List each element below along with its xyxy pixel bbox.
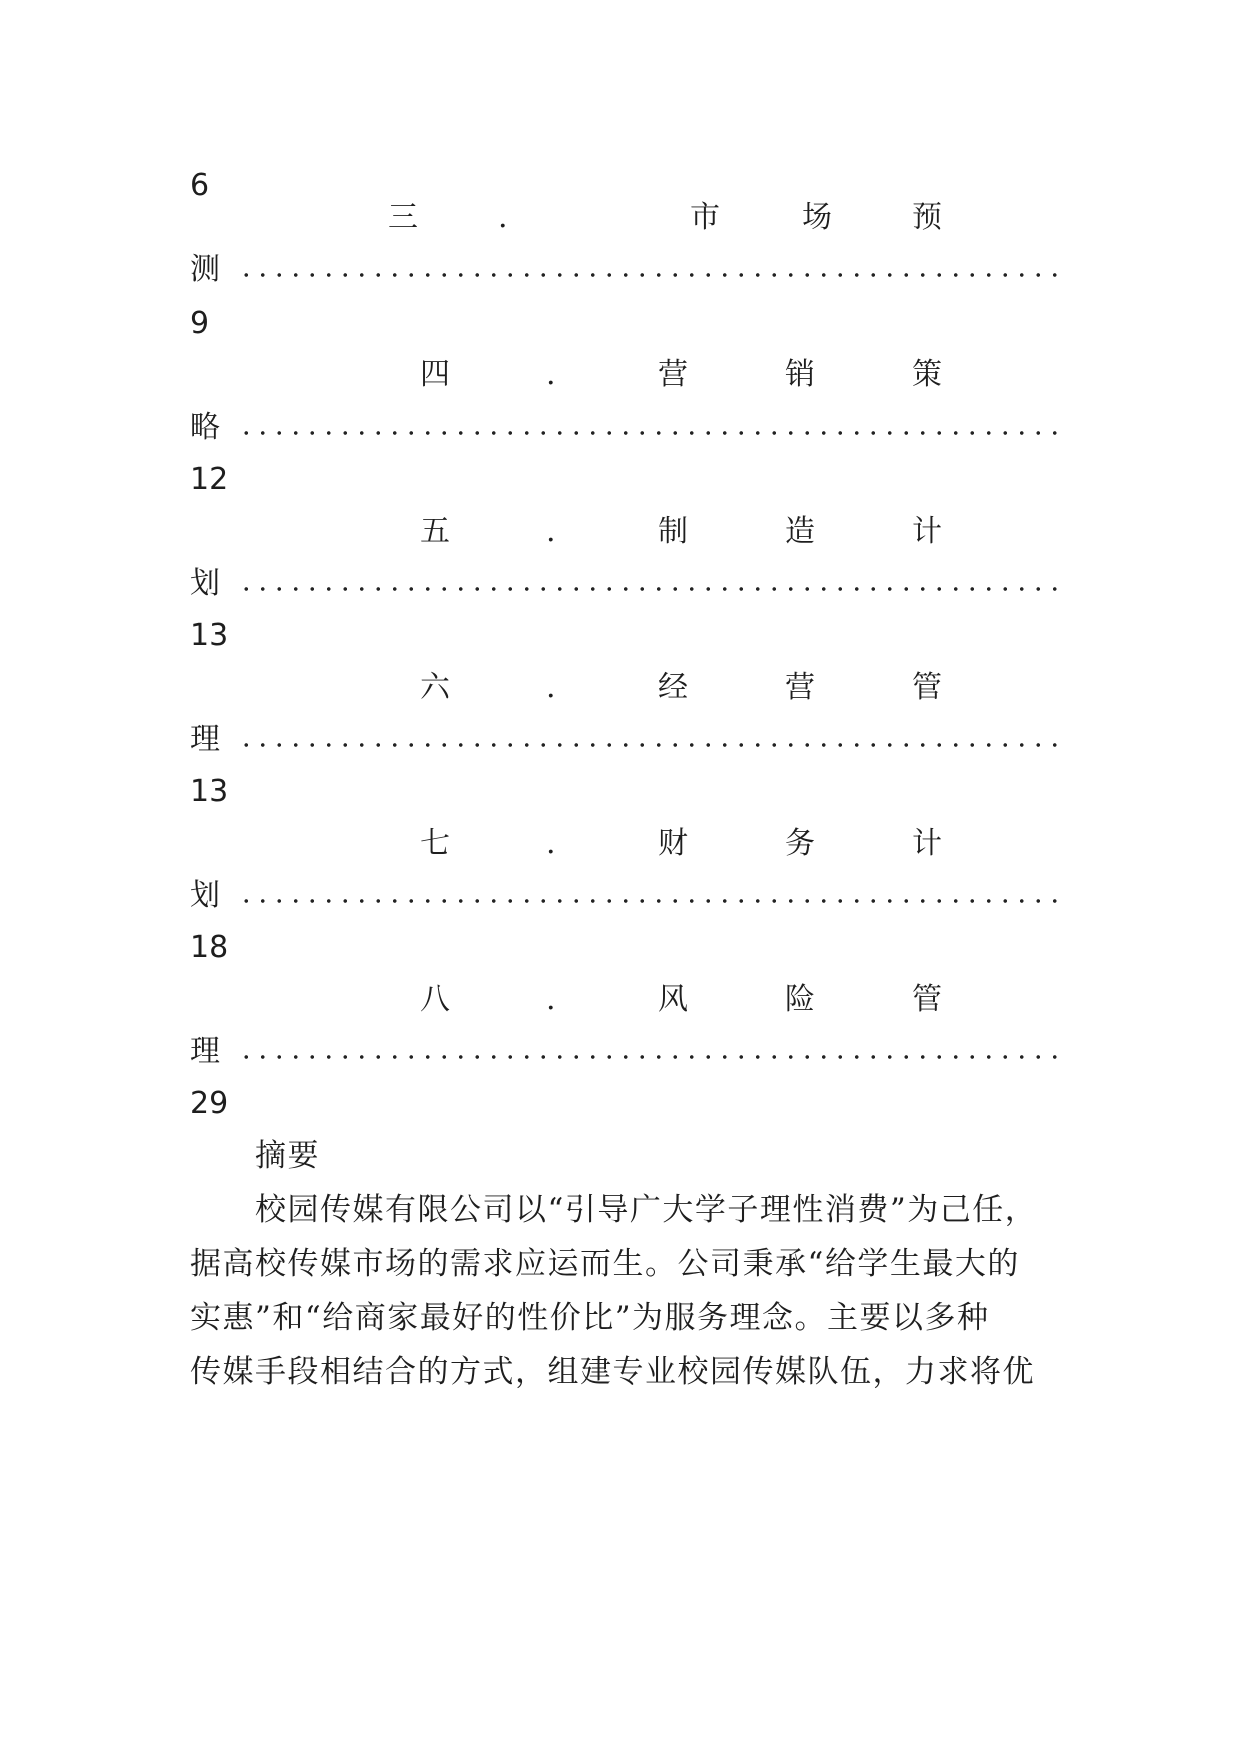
toc-page-number: 6 bbox=[190, 168, 210, 203]
toc-entry-char: 销 bbox=[785, 357, 815, 392]
toc-entry-page-line bbox=[0, 460, 1241, 500]
toc-dot-leader bbox=[238, 586, 1068, 592]
toc-entry-page-number: 13 bbox=[190, 774, 229, 809]
toc-entry-char: 制 bbox=[658, 514, 688, 549]
toc-entry-dot: . bbox=[546, 826, 556, 861]
toc-entry-char: 计 bbox=[912, 826, 942, 861]
toc-entry-page-line bbox=[0, 928, 1241, 968]
toc-entry-dot: . bbox=[498, 200, 508, 235]
toc-entry-number: 八 bbox=[420, 982, 450, 1017]
abstract-heading: 摘要 bbox=[255, 1138, 320, 1174]
abstract-text: 校园传媒有限公司以“引导广大学子理性消费”为己任， bbox=[255, 1192, 1038, 1228]
toc-entry-page-line bbox=[0, 304, 1241, 344]
toc-entry-char: 测 bbox=[190, 252, 220, 287]
toc-entry-char: 造 bbox=[785, 514, 815, 549]
abstract-line bbox=[0, 1190, 1241, 1230]
toc-entry-dot: . bbox=[546, 357, 556, 392]
toc-entry-char: 略 bbox=[190, 410, 220, 445]
toc-entry-char: 划 bbox=[190, 566, 220, 601]
toc-entry-char: 管 bbox=[912, 670, 942, 705]
toc-entry-number: 六 bbox=[420, 670, 450, 705]
toc-entry-char: 理 bbox=[190, 1034, 220, 1069]
toc-dot-leader bbox=[238, 430, 1068, 436]
toc-entry-char: 策 bbox=[912, 357, 942, 392]
toc-entry-char: 场 bbox=[802, 200, 832, 235]
abstract-text: 实惠”和“给商家最好的性价比”为服务理念。主要以多种 bbox=[190, 1300, 990, 1336]
toc-entry-leader-line bbox=[0, 720, 1241, 760]
abstract-line bbox=[0, 1352, 1241, 1392]
toc-entry-title-line bbox=[0, 355, 1241, 395]
toc-entry-number: 三 bbox=[388, 200, 418, 235]
toc-entry-page-number: 29 bbox=[190, 1086, 229, 1121]
toc-entry-char: 风 bbox=[658, 982, 688, 1017]
toc-entry-number: 七 bbox=[420, 826, 450, 861]
toc-entry-leader-line bbox=[0, 250, 1241, 290]
toc-dot-leader bbox=[238, 272, 1068, 278]
abstract-line bbox=[0, 1298, 1241, 1338]
toc-dot-leader bbox=[238, 742, 1068, 748]
toc-entry-page-line bbox=[0, 772, 1241, 812]
toc-entry-char: 管 bbox=[912, 982, 942, 1017]
toc-entry-char: 营 bbox=[785, 670, 815, 705]
toc-entry-page-number: 12 bbox=[190, 462, 229, 497]
toc-entry-dot: . bbox=[546, 670, 556, 705]
toc-entry-char: 务 bbox=[785, 826, 815, 861]
toc-entry-page-number: 18 bbox=[190, 930, 229, 965]
toc-entry-leader-line bbox=[0, 564, 1241, 604]
toc-entry-page-line bbox=[0, 1084, 1241, 1124]
toc-entry-char: 财 bbox=[658, 826, 688, 861]
toc-entry-char: 市 bbox=[690, 200, 720, 235]
toc-entry-leader-line bbox=[0, 1032, 1241, 1072]
toc-entry-title-line bbox=[0, 668, 1241, 708]
toc-entry-dot: . bbox=[546, 982, 556, 1017]
toc-dot-leader bbox=[238, 898, 1068, 904]
toc-entry-page-line bbox=[0, 616, 1241, 656]
abstract-line bbox=[0, 1244, 1241, 1284]
abstract-heading-line bbox=[0, 1136, 1241, 1176]
toc-entry-char: 理 bbox=[190, 722, 220, 757]
toc-entry-leader-line bbox=[0, 876, 1241, 916]
toc-entry-char: 预 bbox=[912, 200, 942, 235]
toc-entry-page-number: 9 bbox=[190, 306, 210, 341]
toc-entry-char: 划 bbox=[190, 878, 220, 913]
toc-entry-number: 五 bbox=[420, 514, 450, 549]
toc-entry-title-line bbox=[0, 512, 1241, 552]
toc-entry-title-line bbox=[0, 980, 1241, 1020]
toc-entry-char: 营 bbox=[658, 357, 688, 392]
toc-entry-title-line bbox=[0, 824, 1241, 864]
toc-entry-title-line bbox=[0, 198, 1241, 238]
toc-entry-leader-line bbox=[0, 408, 1241, 448]
abstract-text: 传媒手段相结合的方式，组建专业校园传媒队伍，力求将优 bbox=[190, 1354, 1035, 1390]
toc-entry-number: 四 bbox=[420, 357, 450, 392]
toc-entry-char: 计 bbox=[912, 514, 942, 549]
toc-entry-page-number: 13 bbox=[190, 618, 229, 653]
toc-entry-dot: . bbox=[546, 514, 556, 549]
toc-entry-char: 经 bbox=[658, 670, 688, 705]
toc-dot-leader bbox=[238, 1054, 1068, 1060]
toc-entry-char: 险 bbox=[785, 982, 815, 1017]
abstract-text: 据高校传媒市场的需求应运而生。公司秉承“给学生最大的 bbox=[190, 1246, 1020, 1282]
